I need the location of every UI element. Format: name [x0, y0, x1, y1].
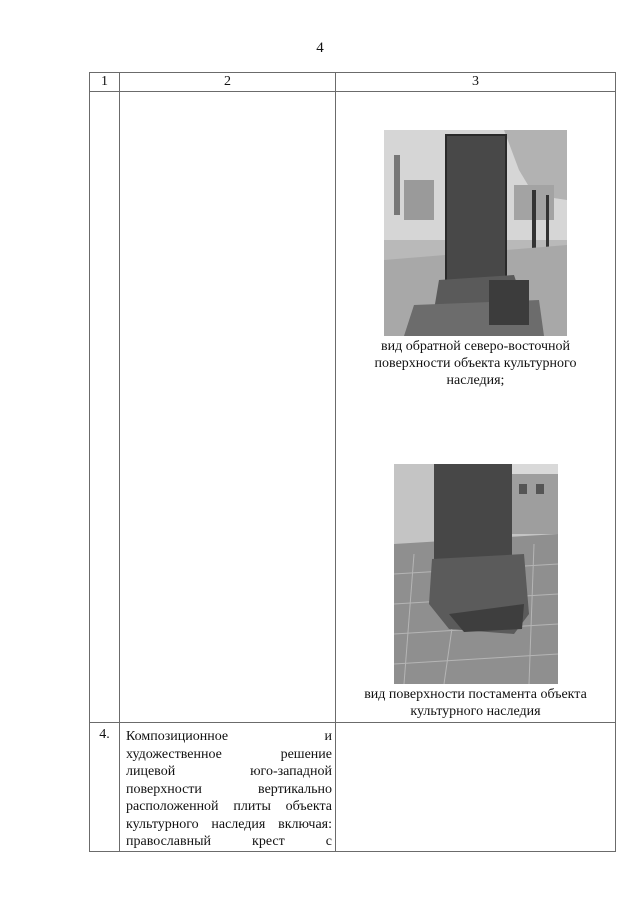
caption-rear-line-3: наследия; [446, 373, 505, 388]
description-line-6: культурного наследия включая: [126, 816, 332, 832]
header-col-3: 3 [336, 73, 616, 92]
header-col-1: 1 [90, 73, 120, 92]
description-line-3: лицевой юго-западной [126, 764, 332, 779]
document-table [89, 72, 616, 852]
row-number: 4. [90, 723, 120, 852]
caption-rear-line-2: поверхности объекта культурного [374, 356, 577, 371]
table-row-4 [90, 723, 616, 852]
caption-pedestal-line-1: вид поверхности постамента объекта [364, 687, 587, 702]
caption-pedestal-view [336, 684, 615, 722]
photos-cell [336, 92, 616, 723]
table-header-row [90, 73, 616, 92]
caption-pedestal-line-2: культурного наследия [410, 704, 541, 719]
caption-rear-line-1: вид обратной северо-восточной [381, 339, 570, 354]
description-line-7: православный крест с [126, 834, 332, 849]
row-description [120, 723, 336, 852]
empty-image-cell [336, 723, 616, 852]
empty-number-cell [90, 92, 120, 723]
table-row-photos [90, 92, 616, 723]
page-number: 4 [316, 40, 324, 56]
description-line-2: художественное решение [126, 746, 332, 762]
empty-description-cell [120, 92, 336, 723]
description-line-5: расположенной плиты объекта [126, 799, 332, 814]
header-col-2: 2 [120, 73, 336, 92]
monument-rear-photo [384, 130, 567, 336]
description-line-1: Композиционное и [126, 729, 332, 744]
caption-rear-view [336, 336, 615, 391]
monument-pedestal-photo [394, 464, 558, 684]
description-line-4: поверхности вертикально [126, 781, 332, 797]
